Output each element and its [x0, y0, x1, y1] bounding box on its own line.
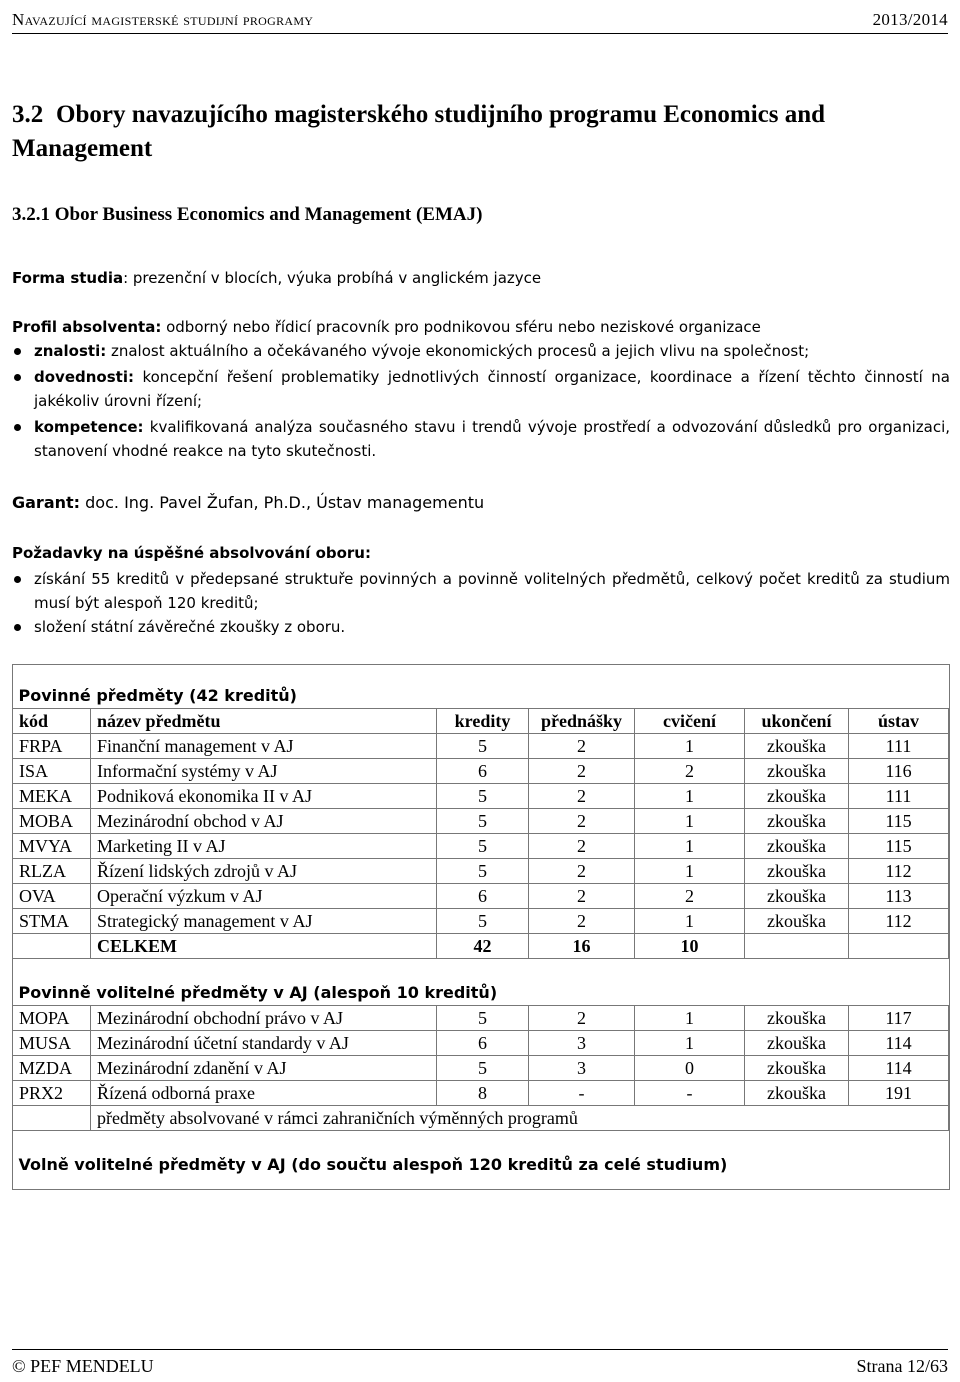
celkem-empty: [849, 934, 949, 959]
cell-ukonceni: zkouška: [745, 1031, 849, 1056]
cell-kod: PRX2: [13, 1081, 91, 1106]
celkem-empty: [745, 934, 849, 959]
cell-ustav: 114: [849, 1056, 949, 1081]
cell-kod: ISA: [13, 759, 91, 784]
celkem-label: CELKEM: [91, 934, 437, 959]
cell-ustav: 113: [849, 884, 949, 909]
cell-kredity: 8: [437, 1081, 529, 1106]
cell-prednasky: 2: [529, 1006, 635, 1031]
cell-prednasky: 2: [529, 734, 635, 759]
spacer-row: [13, 959, 949, 982]
cell-kod: MEKA: [13, 784, 91, 809]
cell-ustav: 112: [849, 859, 949, 884]
table-row: [13, 909, 949, 934]
cell-ukonceni: zkouška: [745, 909, 849, 934]
cell-kredity: 5: [437, 809, 529, 834]
cell-prednasky: 2: [529, 809, 635, 834]
section-heading: [12, 98, 942, 166]
volitelne-body: [13, 1006, 949, 1106]
cell-cviceni: 1: [635, 784, 745, 809]
table-header-row: [13, 709, 949, 734]
cell-kredity: 6: [437, 884, 529, 909]
cell-ukonceni: zkouška: [745, 1006, 849, 1031]
cell-prednasky: 2: [529, 759, 635, 784]
table-row: [13, 759, 949, 784]
pozadavky-title: Požadavky na úspěšné absolvování oboru:: [12, 544, 371, 562]
cell-kod: MZDA: [13, 1056, 91, 1081]
cell-kod: MVYA: [13, 834, 91, 859]
cell-ukonceni: zkouška: [745, 734, 849, 759]
cell-nazev: Operační výzkum v AJ: [91, 884, 437, 909]
volitelne-title-row: [13, 981, 949, 1006]
table-row: [13, 734, 949, 759]
section-number: 3.2: [12, 101, 44, 128]
povinne-title: Povinné předměty (42 kreditů): [18, 686, 297, 705]
cell-cviceni: 2: [635, 884, 745, 909]
col-kod: kód: [13, 709, 91, 734]
cell-kredity: 5: [437, 859, 529, 884]
cell-kredity: 5: [437, 1006, 529, 1031]
profil-absolventa: [12, 315, 950, 463]
pozadavky-list: [12, 567, 950, 639]
cell-nazev: Informační systémy v AJ: [91, 759, 437, 784]
cell-kredity: 5: [437, 1056, 529, 1081]
garant: [12, 491, 950, 515]
col-prednasky: přednášky: [529, 709, 635, 734]
cell-kredity: 6: [437, 759, 529, 784]
table-row: [13, 784, 949, 809]
table-row: [13, 809, 949, 834]
cell-ustav: 111: [849, 734, 949, 759]
profil-label: Profil absolventa:: [12, 318, 162, 336]
list-item: získání 55 kreditů v předepsané struktuře povinných a povinně volitelných předmětů, celkový počet kreditů za studium musí být alespoň 120 kreditů;: [12, 567, 950, 615]
footer-page: Strana 12/63: [856, 1355, 948, 1376]
cell-prednasky: 3: [529, 1031, 635, 1056]
cell-cviceni: 1: [635, 809, 745, 834]
cell-ukonceni: zkouška: [745, 1056, 849, 1081]
cell-ustav: 115: [849, 834, 949, 859]
list-item: [12, 339, 950, 363]
note-empty: [13, 1106, 91, 1131]
cell-cviceni: 2: [635, 759, 745, 784]
cell-cviceni: 0: [635, 1056, 745, 1081]
table-row: [13, 859, 949, 884]
page-footer: [12, 1349, 948, 1382]
cell-cviceni: 1: [635, 834, 745, 859]
cell-nazev: Marketing II v AJ: [91, 834, 437, 859]
povinne-title-row: [13, 684, 949, 709]
cell-cviceni: 1: [635, 909, 745, 934]
cell-ustav: 114: [849, 1031, 949, 1056]
forma-text: : prezenční v blocích, výuka probíhá v anglickém jazyce: [123, 269, 542, 287]
cell-cviceni: -: [635, 1081, 745, 1106]
cell-nazev: Mezinárodní účetní standardy v AJ: [91, 1031, 437, 1056]
cell-prednasky: 3: [529, 1056, 635, 1081]
cell-kredity: 5: [437, 784, 529, 809]
col-ukonceni: ukončení: [745, 709, 849, 734]
cell-cviceni: 1: [635, 734, 745, 759]
cell-kod: STMA: [13, 909, 91, 934]
cell-ustav: 117: [849, 1006, 949, 1031]
cell-nazev: Řízená odborná praxe: [91, 1081, 437, 1106]
col-ustav: ústav: [849, 709, 949, 734]
bullet-text: koncepční řešení problematiky jednotlivých činností organizace, koordinace a řízení těchto činností na jakékoliv úrovni řízení;: [34, 368, 950, 410]
cell-cviceni: 1: [635, 1031, 745, 1056]
volitelne-note-row: [13, 1106, 949, 1131]
celkem-row: [13, 934, 949, 959]
bullet-label: znalosti:: [34, 342, 107, 360]
cell-cviceni: 1: [635, 859, 745, 884]
forma-studia: [12, 266, 950, 290]
table-row: [13, 884, 949, 909]
header-title: Navazující magisterské studijní programy: [12, 10, 314, 29]
table-row: [13, 1031, 949, 1056]
bullet-text: kvalifikovaná analýza současného stavu i trendů vývoje prostředí a odvozování důsledků pro organizaci, stanovení vhodné reakce na tyto skutečnosti.: [34, 418, 950, 460]
cell-kod: MUSA: [13, 1031, 91, 1056]
cell-nazev: Strategický management v AJ: [91, 909, 437, 934]
table-row: [13, 1056, 949, 1081]
header-year: 2013/2014: [872, 10, 948, 29]
cell-nazev: Podniková ekonomika II v AJ: [91, 784, 437, 809]
cell-nazev: Řízení lidských zdrojů v AJ: [91, 859, 437, 884]
garant-text: doc. Ing. Pavel Žufan, Ph.D., Ústav managementu: [80, 493, 485, 512]
cell-ustav: 112: [849, 909, 949, 934]
cell-kredity: 6: [437, 1031, 529, 1056]
cell-kredity: 5: [437, 734, 529, 759]
cell-ustav: 111: [849, 784, 949, 809]
celkem-kredity: 42: [437, 934, 529, 959]
cell-kod: OVA: [13, 884, 91, 909]
spacer-row: [13, 664, 949, 684]
cell-kredity: 5: [437, 909, 529, 934]
cell-prednasky: 2: [529, 909, 635, 934]
bullet-label: dovednosti:: [34, 368, 134, 386]
bullet-text: znalost aktuálního a očekávaného vývoje ekonomických procesů a jejich vlivu na společnost;: [106, 342, 810, 360]
col-cviceni: cvičení: [635, 709, 745, 734]
pozadavky: [12, 541, 950, 639]
cell-kod: MOBA: [13, 809, 91, 834]
cell-prednasky: 2: [529, 884, 635, 909]
cell-ustav: 191: [849, 1081, 949, 1106]
volitelne-title: Povinně volitelné předměty v AJ (alespoň 10 kreditů): [18, 983, 498, 1002]
cell-ukonceni: zkouška: [745, 834, 849, 859]
cell-ukonceni: zkouška: [745, 784, 849, 809]
cell-ukonceni: zkouška: [745, 884, 849, 909]
col-nazev: název předmětu: [91, 709, 437, 734]
cell-ustav: 116: [849, 759, 949, 784]
list-item: složení státní závěrečné zkoušky z oboru.: [12, 615, 950, 639]
col-kredity: kredity: [437, 709, 529, 734]
cell-cviceni: 1: [635, 1006, 745, 1031]
section-title: Obory navazujícího magisterského studijního programu Economics and Management: [12, 101, 826, 162]
cell-prednasky: -: [529, 1081, 635, 1106]
list-item: [12, 365, 950, 413]
cell-prednasky: 2: [529, 859, 635, 884]
cell-kredity: 5: [437, 834, 529, 859]
footer-copyright: © PEF MENDELU: [12, 1355, 154, 1376]
table-row: [13, 1081, 949, 1106]
forma-label: Forma studia: [12, 269, 124, 287]
cell-nazev: Mezinárodní zdanění v AJ: [91, 1056, 437, 1081]
spacer-row: [13, 1131, 949, 1154]
list-item: [12, 415, 950, 463]
page-header: [12, 2, 948, 34]
celkem-cviceni: 10: [635, 934, 745, 959]
cell-ukonceni: zkouška: [745, 859, 849, 884]
povinne-body: [13, 734, 949, 934]
cell-ukonceni: zkouška: [745, 759, 849, 784]
cell-nazev: Mezinárodní obchodní právo v AJ: [91, 1006, 437, 1031]
celkem-empty: [13, 934, 91, 959]
cell-ukonceni: zkouška: [745, 809, 849, 834]
cell-kod: FRPA: [13, 734, 91, 759]
profil-text: odborný nebo řídicí pracovník pro podnikovou sféru nebo neziskové organizace: [161, 318, 761, 336]
table-row: [13, 834, 949, 859]
celkem-prednasky: 16: [529, 934, 635, 959]
cell-kod: MOPA: [13, 1006, 91, 1031]
cell-nazev: Mezinárodní obchod v AJ: [91, 809, 437, 834]
volne-title-row: [13, 1153, 949, 1177]
profil-bullets: [12, 339, 950, 463]
cell-nazev: Finanční management v AJ: [91, 734, 437, 759]
courses-table: [12, 664, 949, 1177]
cell-prednasky: 2: [529, 784, 635, 809]
subsection-heading: 3.2.1 Obor Business Economics and Management (EMAJ): [12, 204, 483, 225]
bullet-label: kompetence:: [34, 418, 144, 436]
cell-kod: RLZA: [13, 859, 91, 884]
garant-label: Garant:: [12, 493, 81, 512]
cell-prednasky: 2: [529, 834, 635, 859]
table-row: [13, 1006, 949, 1031]
cell-ustav: 115: [849, 809, 949, 834]
volne-title: Volně volitelné předměty v AJ (do součtu alespoň 120 kreditů za celé studium): [18, 1155, 728, 1174]
cell-ukonceni: zkouška: [745, 1081, 849, 1106]
volitelne-note: předměty absolvované v rámci zahraničních výměnných programů: [91, 1106, 949, 1131]
